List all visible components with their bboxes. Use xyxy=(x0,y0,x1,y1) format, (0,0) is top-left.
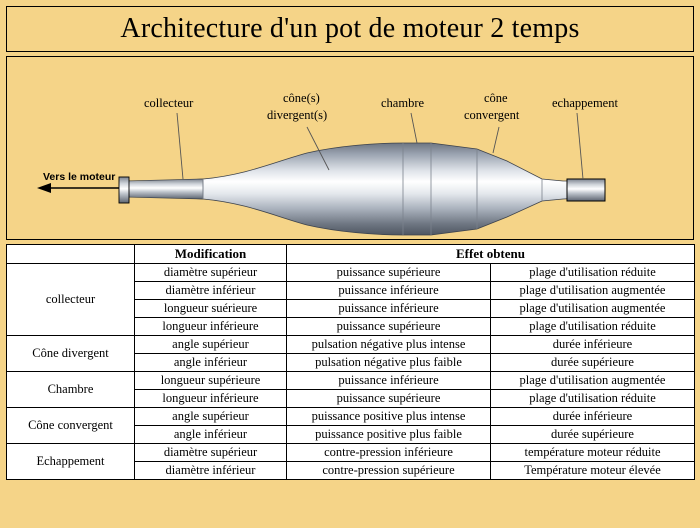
header-effet-obtenu: Effet obtenu xyxy=(287,245,695,264)
cell-effet-1: puissance supérieure xyxy=(287,264,491,282)
cell-effet-1: puissance positive plus faible xyxy=(287,426,491,444)
table-row xyxy=(7,408,695,426)
table-body xyxy=(7,264,695,480)
label-cone-convergent-line1: cône xyxy=(484,91,508,105)
collector-flange xyxy=(119,177,129,203)
cell-effet-2: durée supérieure xyxy=(491,354,695,372)
cell-effet-1: pulsation négative plus intense xyxy=(287,336,491,354)
table-header xyxy=(7,245,695,264)
cell-effet-2: plage d'utilisation augmentée xyxy=(491,372,695,390)
cell-effet-1: puissance inférieure xyxy=(287,282,491,300)
label-cone-divergent-line2: divergent(s) xyxy=(267,108,328,122)
spec-table xyxy=(6,244,695,480)
cell-effet-1: puissance inférieure xyxy=(287,372,491,390)
cell-effet-1: pulsation négative plus faible xyxy=(287,354,491,372)
cell-effet-2: plage d'utilisation augmentée xyxy=(491,300,695,318)
row-category: Echappement xyxy=(7,444,135,480)
cell-modification: longueur supérieure xyxy=(135,372,287,390)
cell-effet-2: durée inférieure xyxy=(491,336,695,354)
spec-table-wrapper xyxy=(6,244,694,480)
table-header-row xyxy=(7,245,695,264)
label-echappement: echappement xyxy=(552,96,618,110)
exhaust-outlet xyxy=(567,179,605,201)
cell-effet-2: plage d'utilisation réduite xyxy=(491,264,695,282)
cell-effet-2: plage d'utilisation réduite xyxy=(491,390,695,408)
cell-modification: diamètre supérieur xyxy=(135,264,287,282)
row-category: Cône convergent xyxy=(7,408,135,444)
page-title: Architecture d'un pot de moteur 2 temps xyxy=(120,13,580,44)
cell-effet-2: plage d'utilisation augmentée xyxy=(491,282,695,300)
cell-effet-2: durée inférieure xyxy=(491,408,695,426)
exhaust-pipe-diagram xyxy=(7,57,693,239)
cell-effet-2: température moteur réduite xyxy=(491,444,695,462)
table-row xyxy=(7,264,695,282)
row-category: collecteur xyxy=(7,264,135,336)
label-cone-convergent-line2: convergent xyxy=(464,108,520,122)
row-category: Cône divergent xyxy=(7,336,135,372)
collector-tube xyxy=(125,179,203,199)
cell-modification: diamètre supérieur xyxy=(135,444,287,462)
header-blank xyxy=(7,245,135,264)
table-row xyxy=(7,372,695,390)
cell-modification: angle inférieur xyxy=(135,354,287,372)
label-chambre: chambre xyxy=(381,96,425,110)
cell-effet-2: durée supérieure xyxy=(491,426,695,444)
table-row xyxy=(7,444,695,462)
table-row xyxy=(7,336,695,354)
cell-effet-1: puissance supérieure xyxy=(287,318,491,336)
cell-modification: angle inférieur xyxy=(135,426,287,444)
cell-modification: diamètre inférieur xyxy=(135,462,287,480)
label-vers-le-moteur: Vers le moteur xyxy=(43,171,116,183)
cell-modification: longueur inférieure xyxy=(135,390,287,408)
cell-effet-2: plage d'utilisation réduite xyxy=(491,318,695,336)
header-modification: Modification xyxy=(135,245,287,264)
cell-modification: longueur suérieure xyxy=(135,300,287,318)
cell-effet-1: contre-pression inférieure xyxy=(287,444,491,462)
cell-modification: angle supérieur xyxy=(135,336,287,354)
cell-effet-1: contre-pression supérieure xyxy=(287,462,491,480)
title-box xyxy=(6,6,694,52)
cell-effet-2: Température moteur élevée xyxy=(491,462,695,480)
diagram-panel xyxy=(6,56,694,240)
label-cone-divergent-line1: cône(s) xyxy=(283,91,320,105)
cell-effet-1: puissance supérieure xyxy=(287,390,491,408)
cell-modification: diamètre inférieur xyxy=(135,282,287,300)
cell-modification: angle supérieur xyxy=(135,408,287,426)
cell-effet-1: puissance inférieure xyxy=(287,300,491,318)
cell-effet-1: puissance positive plus intense xyxy=(287,408,491,426)
label-collecteur: collecteur xyxy=(144,96,194,110)
row-category: Chambre xyxy=(7,372,135,408)
cell-modification: longueur inférieure xyxy=(135,318,287,336)
